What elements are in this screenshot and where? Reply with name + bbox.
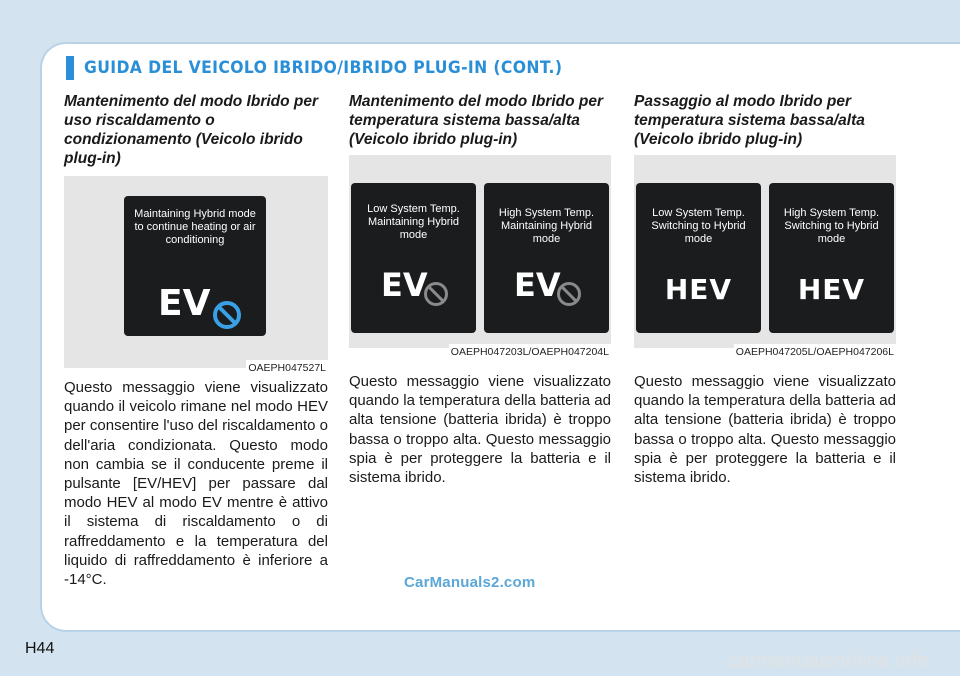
cluster-screen-high bbox=[484, 183, 609, 333]
no-symbol-icon bbox=[556, 281, 582, 307]
no-symbol-icon bbox=[423, 281, 449, 307]
body-text: Questo messaggio viene visualizzato quando la temperatura della batteria ad alta tensione (batteria ibrida) è troppo bassa o troppo alta. Questo messaggio spia è per proteggere la batteria e il sistema ibrido. bbox=[349, 373, 611, 487]
section-heading: Passaggio al modo Ibrido per temperatura sistema bassa/alta (Veicolo ibrido plug-in) bbox=[634, 93, 865, 148]
screen-message: Low System Temp. Switching to Hybrid mode bbox=[651, 207, 746, 245]
page-number: H44 bbox=[25, 640, 55, 657]
site-watermark: carmanualsonline.info bbox=[728, 650, 929, 672]
figure-warning-display bbox=[634, 155, 896, 358]
figure-code: OAEPH047205L/OAEPH047206L bbox=[735, 346, 894, 358]
body-text: Questo messaggio viene visualizzato quando la temperatura della batteria ad alta tensione (batteria ibrida) è troppo bassa o troppo alta. Questo messaggio spia è per proteggere la batteria e il sistema ibrido. bbox=[634, 373, 896, 487]
section-body bbox=[349, 372, 611, 487]
cluster-screen-low bbox=[351, 183, 476, 333]
watermark-text[interactable]: CarManuals2.com bbox=[404, 574, 536, 591]
hev-badge: HEV bbox=[664, 273, 733, 306]
section-heading: Mantenimento del modo Ibrido per uso riscaldamento o condizionamento (Veicolo ibrido plug-in) bbox=[64, 93, 319, 167]
figure-code: OAEPH047203L/OAEPH047204L bbox=[450, 346, 609, 358]
section-hybrid-temp-maintain bbox=[349, 92, 611, 149]
ev-badge: EV bbox=[381, 266, 428, 304]
screen-message: High System Temp. Maintaining Hybrid mode bbox=[498, 207, 595, 245]
body-text: Questo messaggio viene visualizzato quando il veicolo rimane nel modo HEV per consentire l'uso del riscaldamento o dell'aria condizionata. Questo modo non cambia se il conducente preme il pulsante [EV/HEV] per passare dal modo HEV al modo EV mentre è attivo il sistema di riscaldamento o di raffreddamento e la temperatura del liquido di raffreddamento è inferiore a -14°C. bbox=[64, 379, 328, 589]
section-body bbox=[64, 378, 328, 589]
figure-code: OAEPH047527L bbox=[248, 362, 326, 374]
screen-message: High System Temp. Switching to Hybrid mode bbox=[783, 207, 880, 245]
ev-badge: EV bbox=[514, 266, 561, 304]
figure-warning-display bbox=[64, 176, 328, 374]
screen-message: Low System Temp. Maintaining Hybrid mode bbox=[367, 203, 460, 241]
section-hybrid-temp-switch bbox=[634, 92, 896, 149]
title-accent-bar bbox=[66, 56, 74, 80]
ev-badge: EV bbox=[158, 283, 211, 324]
hev-badge: HEV bbox=[797, 273, 866, 306]
screen-message: Maintaining Hybrid mode to continue heating or air conditioning bbox=[134, 208, 256, 246]
no-symbol-icon bbox=[212, 300, 242, 330]
cluster-screen bbox=[124, 196, 266, 336]
page-title: GUIDA DEL VEICOLO IBRIDO/IBRIDO PLUG-IN (CONT.) bbox=[84, 58, 563, 78]
cluster-screen-low bbox=[636, 183, 761, 333]
section-heading: Mantenimento del modo Ibrido per temperatura sistema bassa/alta (Veicolo ibrido plug-in) bbox=[349, 93, 604, 148]
section-hybrid-heating bbox=[64, 92, 328, 168]
cluster-screen-high bbox=[769, 183, 894, 333]
section-body bbox=[634, 372, 896, 487]
figure-warning-display bbox=[349, 155, 611, 358]
